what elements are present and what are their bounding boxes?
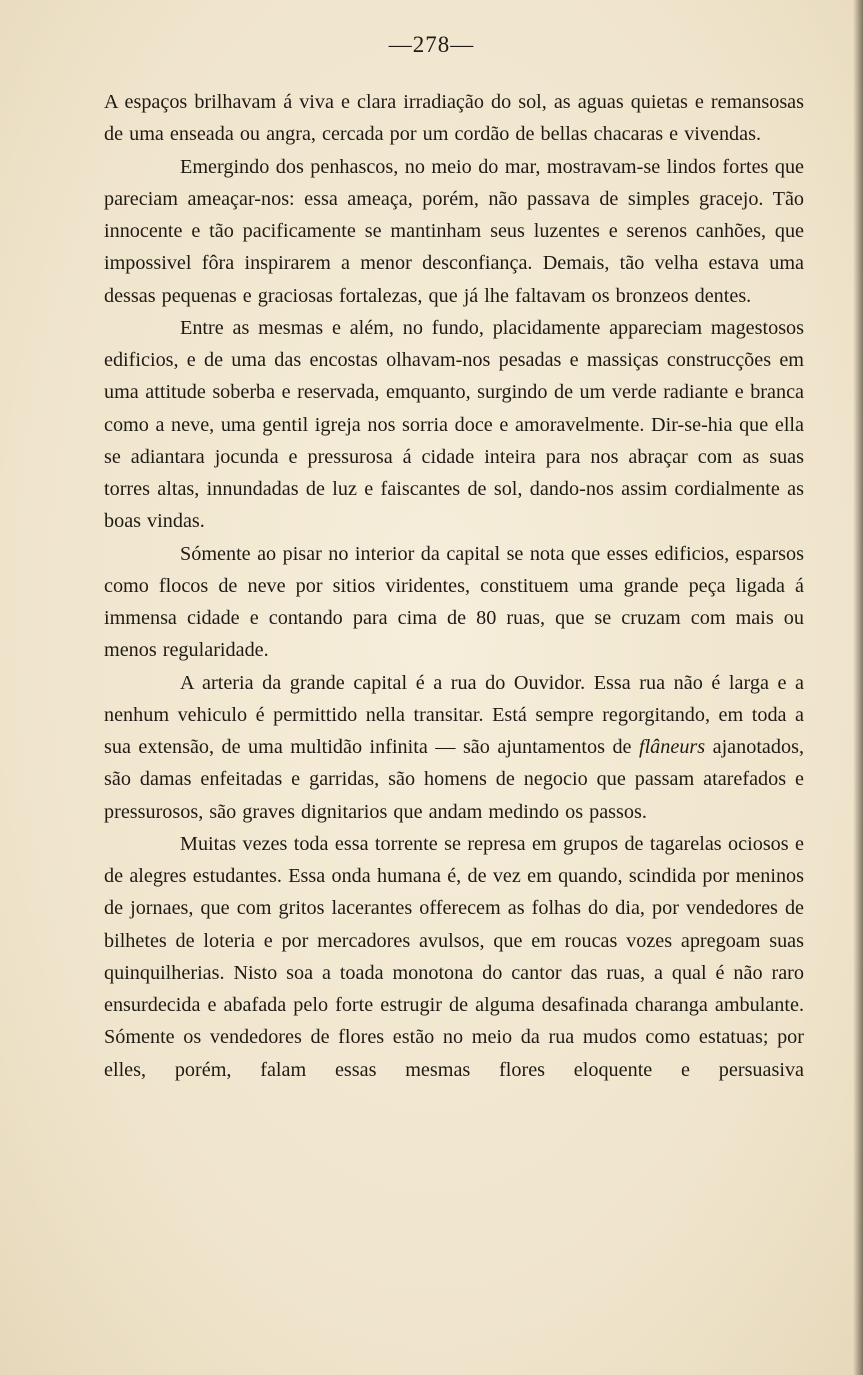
paragraph-5-before: A arteria da grande capital é a rua do Ouvidor. Essa rua não é larga e a nenhum vehiculo é permittido nella transitar. Está sempre regorgitando, em toda a sua extensão, de uma multidão infinita — são ajuntamentos de [104, 671, 804, 758]
paragraph-6: Muitas vezes toda essa torrente se represa em grupos de tagarelas ociosos e de alegres estudantes. Essa onda humana é, de vez em quando, scindida por meninos de jornaes, que com gritos lacerantes offerecem as folhas do dia, por vendedores de bilhetes de loteria e por mercadores avulsos, que em roucas vozes apregoam suas quinquilherias. Nisto soa a toada monotona do cantor das ruas, a qual é não raro ensurdecida e abafada pelo forte estrugir de alguma desafinada charanga ambulante. Sómente os vendedores de flores estão no meio da rua mudos como estatuas; por elles, porém, falam essas mesmas flores eloquente e persuasiva [104, 832, 804, 1081]
paragraph-5 [104, 667, 804, 828]
paragraph-4: Sómente ao pisar no interior da capital se nota que esses edificios, esparsos como flocos de neve por sitios viridentes, constituem uma grande peça ligada á immensa cidade e contando para cima de 80 ruas, que se cruzam com mais ou menos regularidade. [104, 542, 804, 662]
page-number: —278— [388, 32, 475, 57]
paragraph-1: A espaços brilhavam á viva e clara irradiação do sol, as aguas quietas e remansosas de uma enseada ou angra, cercada por um cordão de bellas chacaras e vivendas. [104, 91, 804, 146]
paragraph-5-italic: flâneurs [638, 736, 706, 758]
paragraph-5-after: ajanotados, são damas enfeitadas e garridas, são homens de negocio que passam atarefados e pressurosos, são graves dignitarios que andam medindo os passos. [104, 736, 804, 823]
page-edge-shadow [853, 0, 863, 1375]
paragraph-3: Entre as mesmas e além, no fundo, placidamente appareciam magestosos edificios, e de uma das encostas olhavam-nos pesadas e massiças construcções em uma attitude soberba e reservada, emquanto, surgindo de um verde radiante e branca como a neve, uma gentil igreja nos sorria doce e amoravelmente. Dir-se-hia que ella se adiantara jocunda e pressurosa á cidade inteira para nos abraçar com as suas torres altas, innundadas de luz e faiscantes de sol, dando-nos assim cordialmente as boas vindas. [104, 316, 804, 533]
page-body-text [104, 86, 804, 1086]
paragraph-2: Emergindo dos penhascos, no meio do mar, mostravam-se lindos fortes que pareciam ameaçar-nos: essa ameaça, porém, não passava de simples gracejo. Tão innocente e tão pacificamente se mantinham seus luzentes e serenos canhões, que impossivel fôra inspirarem a menor desconfiança. Demais, tão velha estava uma dessas pequenas e graciosas fortalezas, que já lhe faltavam os bronzeos dentes. [104, 155, 804, 307]
